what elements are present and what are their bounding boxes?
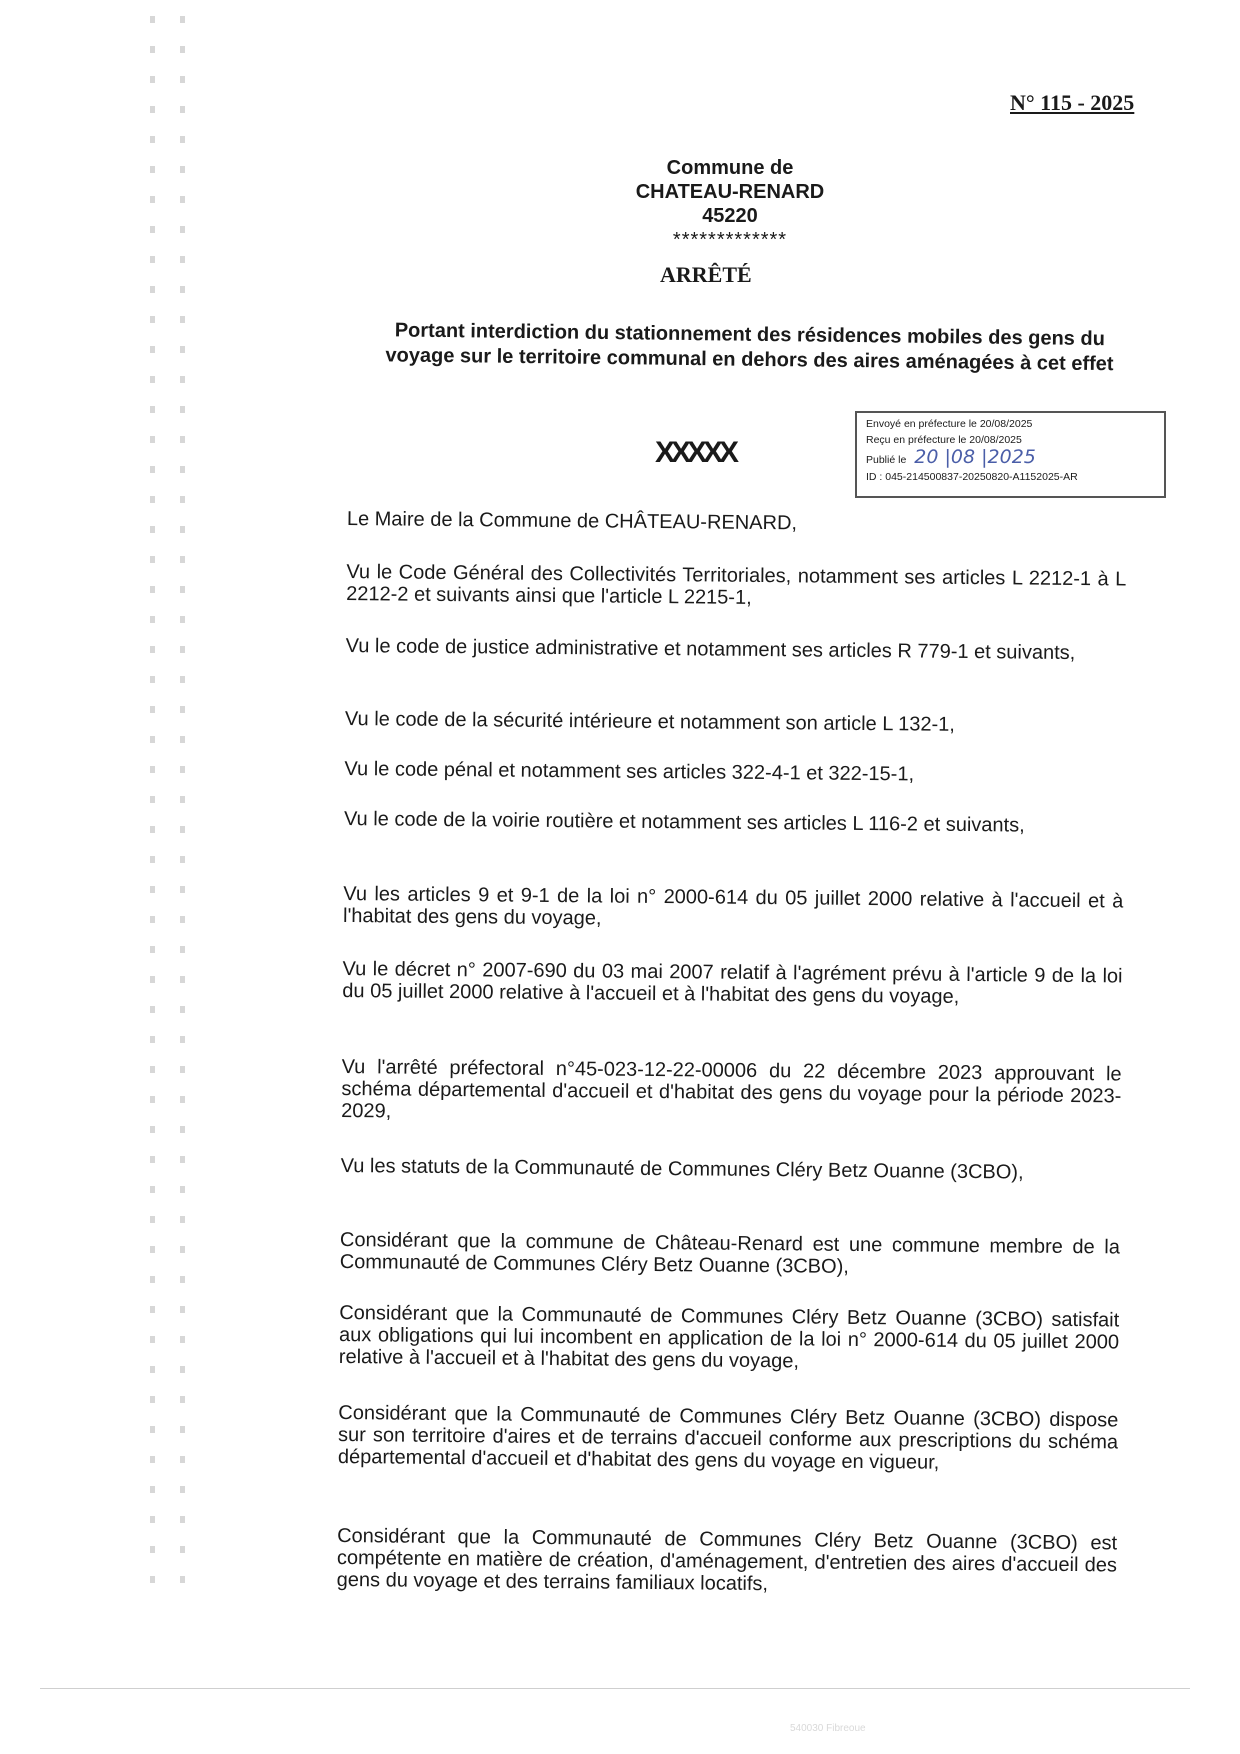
paragraph: Vu le code de la sécurité intérieure et notamment son article L 132-1, [344, 707, 956, 736]
perforation-mark [150, 226, 155, 233]
perforation-mark [180, 316, 185, 323]
perforation-mark [150, 1156, 155, 1163]
perforation-mark [150, 106, 155, 113]
perforation-mark [150, 676, 155, 683]
paragraph: Considérant que la Communauté de Communes Cléry Betz Ouanne (3CBO) dispose sur son territoire d'aires et de terrains d'accueil conforme aux prescriptions du schéma départemental d'accueil et d'habitat des gens du voyage en vigueur, [337, 1401, 1119, 1474]
stamp-handwritten-date: 20 |08 |2025 [914, 446, 1036, 468]
perforation-mark [180, 616, 185, 623]
perforation-mark [180, 436, 185, 443]
perforation-mark [150, 16, 155, 23]
perforation-mark [180, 526, 185, 533]
stamp-sent: Envoyé en préfecture le 20/08/2025 [866, 418, 1033, 430]
paragraph: Vu le code de la voirie routière et notamment ses articles L 116-2 et suivants, [343, 807, 1025, 837]
x-separator: XXXXX [655, 436, 736, 469]
perforation-mark [150, 1486, 155, 1493]
document-reference: N° 115 - 2025 [1010, 90, 1135, 115]
perforation-mark [180, 586, 185, 593]
perforation-mark [180, 1006, 185, 1013]
perforation-mark [150, 1396, 155, 1403]
perforation-mark [150, 616, 155, 623]
perforation-mark [150, 1516, 155, 1523]
perforation-mark [180, 826, 185, 833]
perforation-mark [150, 466, 155, 473]
perforation-mark [150, 796, 155, 803]
page-edge-shadow [40, 1688, 1190, 1689]
paragraph: Vu le code pénal et notamment ses articles 322-4-1 et 322-15-1, [344, 757, 915, 786]
perforation-mark [150, 1426, 155, 1433]
stamp-published [866, 448, 1164, 469]
perforation-mark [180, 766, 185, 773]
perforation-mark [180, 286, 185, 293]
perforation-mark [180, 706, 185, 713]
perforation-mark [150, 1066, 155, 1073]
perforation-mark [180, 106, 185, 113]
perforation-mark [180, 856, 185, 863]
perforation-mark [180, 226, 185, 233]
binder-perforations [0, 0, 200, 1754]
perforation-mark [180, 1336, 185, 1343]
perforation-mark [180, 376, 185, 383]
perforation-mark [150, 1366, 155, 1373]
paragraph: Vu le Code Général des Collectivités Territoriales, notamment ses articles L 2212-1 à L 2212-2 et suivants ainsi que l'article L 2215-1, [346, 560, 1127, 609]
perforation-mark [150, 646, 155, 653]
perforation-mark [180, 646, 185, 653]
paragraph: Considérant que la Communauté de Communes Cléry Betz Ouanne (3CBO) satisfait aux obligations qui lui incombent en application de la loi n° 2000-614 du 05 juillet 2000 relative à l'accueil et à l'habitat des gens du voyage, [338, 1301, 1120, 1373]
perforation-mark [180, 406, 185, 413]
perforation-mark [150, 1126, 155, 1133]
perforation-mark [180, 46, 185, 53]
perforation-mark [150, 1246, 155, 1253]
perforation-mark [150, 1006, 155, 1013]
perforation-mark [150, 376, 155, 383]
perforation-mark [180, 466, 185, 473]
perforation-mark [180, 1396, 185, 1403]
perforation-mark [180, 1126, 185, 1133]
perforation-mark [180, 1366, 185, 1373]
perforation-mark [180, 1516, 185, 1523]
paragraph: Vu les statuts de la Communauté de Communes Cléry Betz Ouanne (3CBO), [340, 1154, 1024, 1184]
perforation-mark [150, 1276, 155, 1283]
paragraph: Vu le code de justice administrative et notamment ses articles R 779-1 et suivants, [345, 634, 1076, 664]
perforation-mark [150, 526, 155, 533]
perforation-mark [150, 346, 155, 353]
stamp-id: ID : 045-214500837-20250820-A1152025-AR [866, 471, 1078, 483]
perforation-mark [180, 676, 185, 683]
paragraph: Vu le décret n° 2007-690 du 03 mai 2007 relatif à l'agrément prévu à l'article 9 de la loi du 05 juillet 2000 relative à l'accueil et à l'habitat des gens du voyage, [342, 957, 1123, 1008]
commune-header [560, 156, 900, 252]
perforation-mark [180, 946, 185, 953]
document-title: ARRÊTÉ [660, 262, 752, 287]
perforation-mark [150, 766, 155, 773]
perforation-mark [180, 1486, 185, 1493]
perforation-mark [180, 136, 185, 143]
document-subject: Portant interdiction du stationnement des résidences mobiles des gens du voyage sur le territoire communal en dehors des aires aménagées à cet effet [385, 319, 1114, 376]
perforation-mark [150, 46, 155, 53]
perforation-mark [150, 916, 155, 923]
perforation-mark [150, 136, 155, 143]
perforation-mark [150, 1036, 155, 1043]
stamp-received: Reçu en préfecture le 20/08/2025 [866, 434, 1022, 446]
perforation-mark [180, 1276, 185, 1283]
postal-code: 45220 [702, 205, 758, 227]
perforation-mark [180, 1456, 185, 1463]
perforation-mark [180, 1576, 185, 1583]
paragraph: Considérant que la commune de Château-Renard est une commune membre de la Communauté de Communes Cléry Betz Ouanne (3CBO), [339, 1228, 1121, 1278]
perforation-mark [150, 256, 155, 263]
perforation-mark [180, 76, 185, 83]
perforation-mark [180, 166, 185, 173]
perforation-mark [180, 736, 185, 743]
perforation-mark [180, 346, 185, 353]
paragraph: Le Maire de la Commune de CHÂTEAU-RENARD, [346, 508, 798, 535]
perforation-mark [180, 1306, 185, 1313]
perforation-mark [180, 256, 185, 263]
perforation-mark [150, 166, 155, 173]
perforation-mark [150, 1216, 155, 1223]
perforation-mark [150, 736, 155, 743]
perforation-mark [150, 1456, 155, 1463]
commune-name: CHATEAU-RENARD [635, 181, 825, 203]
perforation-mark [150, 406, 155, 413]
perforation-mark [150, 976, 155, 983]
perforation-mark [180, 886, 185, 893]
faint-scan-text: 540030 Fibreoue [790, 1723, 866, 1734]
perforation-mark [180, 1546, 185, 1553]
perforation-mark [150, 1336, 155, 1343]
perforation-mark [180, 976, 185, 983]
document-body [336, 508, 1127, 1596]
perforation-mark [150, 856, 155, 863]
perforation-mark [180, 1216, 185, 1223]
perforation-mark [180, 556, 185, 563]
star-divider: ************* [672, 229, 788, 251]
perforation-mark [150, 1096, 155, 1103]
paragraph: Vu les articles 9 et 9-1 de la loi n° 2000-614 du 05 juillet 2000 relative à l'accueil et à l'habitat des gens du voyage, [342, 882, 1124, 930]
perforation-mark [150, 586, 155, 593]
perforation-mark [150, 706, 155, 713]
perforation-mark [180, 1066, 185, 1073]
perforation-mark [150, 556, 155, 563]
stamp-published-label: Publié le [866, 454, 907, 466]
paragraph: Considérant que la Communauté de Communes Cléry Betz Ouanne (3CBO) est compétente en matière de création, d'aménagement, d'entretien des aires d'accueil des gens du voyage et des terrains familiaux locatifs, [336, 1524, 1118, 1596]
perforation-mark [150, 1546, 155, 1553]
perforation-mark [180, 496, 185, 503]
perforation-mark [180, 1096, 185, 1103]
perforation-mark [150, 496, 155, 503]
commune-line1: Commune de [666, 157, 794, 179]
prefecture-stamp [855, 411, 1166, 498]
perforation-mark [180, 796, 185, 803]
perforation-mark [150, 76, 155, 83]
perforation-mark [150, 826, 155, 833]
perforation-mark [180, 1246, 185, 1253]
perforation-mark [180, 196, 185, 203]
perforation-mark [180, 1036, 185, 1043]
perforation-mark [180, 1186, 185, 1193]
perforation-mark [150, 886, 155, 893]
perforation-mark [150, 286, 155, 293]
perforation-mark [180, 1426, 185, 1433]
perforation-mark [180, 916, 185, 923]
perforation-mark [180, 16, 185, 23]
perforation-mark [150, 436, 155, 443]
perforation-mark [180, 1156, 185, 1163]
perforation-mark [150, 1306, 155, 1313]
perforation-mark [150, 1186, 155, 1193]
perforation-mark [150, 316, 155, 323]
perforation-mark [150, 196, 155, 203]
paragraph: Vu l'arrêté préfectoral n°45-023-12-22-00006 du 22 décembre 2023 approuvant le schéma départemental d'accueil et d'habitat des gens du voyage pour la période 2023-2029, [341, 1055, 1122, 1123]
perforation-mark [150, 946, 155, 953]
perforation-mark [150, 1576, 155, 1583]
